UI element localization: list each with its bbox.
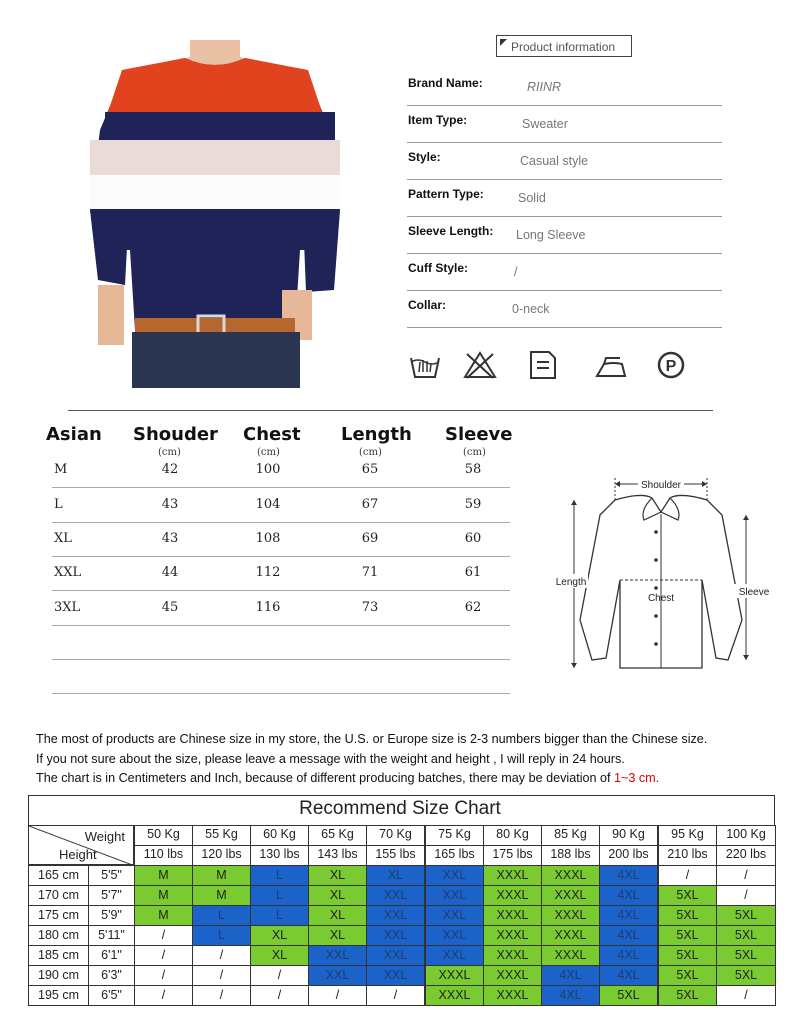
info-value: Sweater xyxy=(522,117,568,131)
info-row-brand xyxy=(407,68,722,106)
recommended-size-cell: XXL xyxy=(425,925,484,946)
weight-lbs-header: 155 lbs xyxy=(366,845,425,866)
product-information-heading xyxy=(496,35,632,57)
size-table-line xyxy=(52,590,510,591)
weight-lbs-header: 210 lbs xyxy=(658,845,717,866)
height-cm-cell: 170 cm xyxy=(28,885,89,906)
recommended-size-cell: 4XL xyxy=(599,965,658,986)
info-value: Casual style xyxy=(520,154,589,168)
size-table-line xyxy=(52,625,510,626)
size-value-cell: 43 xyxy=(161,497,179,512)
weight-lbs-header: 130 lbs xyxy=(250,845,309,866)
recommended-size-cell: L xyxy=(250,885,309,906)
weight-kg-header: 70 Kg xyxy=(366,825,425,846)
info-row-collar xyxy=(407,290,722,328)
size-table-line xyxy=(52,556,510,557)
size-label-cell: XXL xyxy=(54,565,82,580)
info-row-item-type xyxy=(407,105,722,143)
recommended-size-cell: 5XL xyxy=(658,945,717,966)
height-ft-cell: 5'7" xyxy=(88,885,135,906)
recommended-size-cell: XXXL xyxy=(541,905,600,926)
recommended-size-cell: / xyxy=(192,945,251,966)
recommended-size-cell: / xyxy=(716,885,776,906)
info-value: 0-neck xyxy=(512,302,550,316)
recommended-size-cell: 4XL xyxy=(599,865,658,886)
note-line-3 xyxy=(36,771,659,785)
recommended-size-cell: 4XL xyxy=(599,885,658,906)
height-cm-cell: 195 cm xyxy=(28,985,89,1006)
size-value-cell: 61 xyxy=(464,565,482,580)
recommended-size-cell: XXL xyxy=(366,905,425,926)
recommended-size-cell: XXL xyxy=(366,885,425,906)
recommended-size-cell: / xyxy=(192,985,251,1006)
recommended-size-cell: / xyxy=(250,985,309,1006)
recommended-size-cell: XXL xyxy=(308,965,367,986)
weight-kg-header: 90 Kg xyxy=(599,825,658,846)
weight-kg-header: 55 Kg xyxy=(192,825,251,846)
size-table-header-shoulder: Shouder xyxy=(133,424,218,445)
height-label: Height xyxy=(59,847,97,862)
info-label: Item Type: xyxy=(408,113,468,127)
size-value-cell: 116 xyxy=(255,600,281,615)
recommended-size-cell: XXL xyxy=(425,885,484,906)
weight-kg-header: 85 Kg xyxy=(541,825,600,846)
weight-height-corner xyxy=(28,825,134,865)
recommended-size-cell: 5XL xyxy=(658,905,717,926)
diagram-label-chest: Chest xyxy=(647,593,675,604)
recommend-chart-title: Recommend Size Chart xyxy=(299,798,501,819)
recommended-size-cell: / xyxy=(716,985,776,1006)
size-value-cell: 73 xyxy=(361,600,379,615)
height-ft-cell: 5'9" xyxy=(88,905,135,926)
recommended-size-cell: XL xyxy=(308,905,367,926)
size-value-cell: 65 xyxy=(361,462,379,477)
height-cm-cell: 180 cm xyxy=(28,925,89,946)
note-line-1: The most of products are Chinese size in my store, the U.S. or Europe size is 2-3 numbers bigger than the Chinese size. xyxy=(36,732,708,746)
do-not-bleach-icon xyxy=(463,350,497,380)
size-value-cell: 59 xyxy=(464,497,482,512)
weight-kg-header: 95 Kg xyxy=(658,825,717,846)
recommended-size-cell: / xyxy=(716,865,776,886)
svg-text:P: P xyxy=(665,358,677,375)
height-ft-cell: 6'3" xyxy=(88,965,135,986)
recommended-size-cell: XXXL xyxy=(483,985,542,1006)
recommended-size-cell: 4XL xyxy=(599,905,658,926)
weight-lbs-header: 120 lbs xyxy=(192,845,251,866)
recommended-size-cell: XL xyxy=(308,925,367,946)
recommended-size-cell: XXXL xyxy=(541,945,600,966)
info-row-pattern-type xyxy=(407,179,722,217)
size-value-cell: 62 xyxy=(464,600,482,615)
recommended-size-cell: L xyxy=(192,925,251,946)
recommended-size-cell: / xyxy=(308,985,367,1006)
size-table-header-sleeve: Sleeve xyxy=(445,424,513,445)
recommended-size-cell: XXXL xyxy=(483,905,542,926)
size-value-cell: 43 xyxy=(161,531,179,546)
recommended-size-cell: / xyxy=(134,985,193,1006)
height-ft-cell: 6'5" xyxy=(88,985,135,1006)
size-value-cell: 104 xyxy=(255,497,281,512)
recommended-size-cell: 5XL xyxy=(716,965,776,986)
diagram-label-shoulder: Shoulder xyxy=(640,480,682,491)
recommended-size-cell: M xyxy=(134,885,193,906)
height-ft-cell: 6'1" xyxy=(88,945,135,966)
recommended-size-cell: 5XL xyxy=(658,925,717,946)
size-value-cell: 42 xyxy=(161,462,179,477)
heading-text: Product information xyxy=(511,40,616,54)
recommended-size-cell: L xyxy=(250,865,309,886)
weight-label: Weight xyxy=(84,829,125,844)
info-label: Sleeve Length: xyxy=(408,224,494,238)
recommended-size-cell: M xyxy=(134,905,193,926)
weight-kg-header: 75 Kg xyxy=(425,825,484,846)
recommended-size-cell: M xyxy=(192,885,251,906)
dry-clean-p-icon xyxy=(654,350,688,380)
height-ft-cell: 5'5" xyxy=(88,865,135,886)
recommended-size-cell: / xyxy=(250,965,309,986)
size-value-cell: 108 xyxy=(255,531,281,546)
weight-lbs-header: 188 lbs xyxy=(541,845,600,866)
size-table-line xyxy=(52,522,510,523)
iron-icon xyxy=(594,350,628,380)
height-cm-cell: 165 cm xyxy=(28,865,89,886)
size-value-cell: 45 xyxy=(161,600,179,615)
recommended-size-cell: M xyxy=(134,865,193,886)
info-value: Solid xyxy=(518,191,546,205)
recommended-size-cell: 5XL xyxy=(658,965,717,986)
recommended-size-cell: 5XL xyxy=(599,985,658,1006)
size-value-cell: 60 xyxy=(464,531,482,546)
info-label: Cuff Style: xyxy=(408,261,468,275)
info-label: Brand Name: xyxy=(408,76,483,90)
recommended-size-cell: XXXL xyxy=(541,925,600,946)
weight-kg-header: 60 Kg xyxy=(250,825,309,846)
recommended-size-cell: XXXL xyxy=(483,865,542,886)
weight-kg-header: 100 Kg xyxy=(716,825,776,846)
recommended-size-cell: L xyxy=(250,905,309,926)
recommended-size-cell: XXL xyxy=(425,865,484,886)
note-line-3-text: The chart is in Centimeters and Inch, because of different producing batches, there may be deviation of xyxy=(36,771,615,785)
recommended-size-cell: XL xyxy=(308,885,367,906)
size-value-cell: 100 xyxy=(255,462,281,477)
height-ft-cell: 5'11" xyxy=(88,925,135,946)
size-value-cell: 71 xyxy=(361,565,379,580)
recommended-size-cell: XL xyxy=(366,865,425,886)
recommended-size-cell: XL xyxy=(250,945,309,966)
weight-lbs-header: 220 lbs xyxy=(716,845,776,866)
size-table-header-chest: Chest xyxy=(243,424,301,445)
size-value-cell: 67 xyxy=(361,497,379,512)
diagram-label-sleeve: Sleeve xyxy=(738,587,770,598)
size-value-cell: 44 xyxy=(161,565,179,580)
recommended-size-cell: XXXL xyxy=(541,865,600,886)
size-table-unit: (cm) xyxy=(463,447,486,458)
height-cm-cell: 190 cm xyxy=(28,965,89,986)
size-value-cell: 69 xyxy=(361,531,379,546)
recommended-size-cell: 5XL xyxy=(716,945,776,966)
size-table-unit: (cm) xyxy=(359,447,382,458)
recommended-size-cell: XXL xyxy=(366,965,425,986)
recommended-size-cell: M xyxy=(192,865,251,886)
section-divider xyxy=(68,410,713,411)
recommended-size-cell: XXXL xyxy=(483,945,542,966)
weight-kg-header: 50 Kg xyxy=(134,825,193,846)
recommended-size-cell: XXL xyxy=(308,945,367,966)
info-label: Pattern Type: xyxy=(408,187,484,201)
height-cm-cell: 185 cm xyxy=(28,945,89,966)
recommended-size-cell: 4XL xyxy=(599,945,658,966)
weight-lbs-header: 200 lbs xyxy=(599,845,658,866)
size-label-cell: 3XL xyxy=(54,600,81,615)
recommended-size-cell: 5XL xyxy=(658,985,717,1006)
note-line-2: If you not sure about the size, please leave a message with the weight and height , I will reply in 24 hours. xyxy=(36,752,625,766)
size-table-line xyxy=(52,659,510,660)
shirt-measurement-diagram xyxy=(552,470,774,670)
size-table-header-length: Length xyxy=(341,424,412,445)
info-value: Long Sleeve xyxy=(516,228,586,242)
recommended-size-cell: / xyxy=(134,965,193,986)
product-photo xyxy=(90,40,340,388)
recommended-size-cell: / xyxy=(192,965,251,986)
recommended-size-cell: XXL xyxy=(366,945,425,966)
size-value-cell: 112 xyxy=(255,565,281,580)
info-value: / xyxy=(514,265,518,279)
info-row-sleeve-length xyxy=(407,216,722,254)
recommended-size-cell: XXXL xyxy=(483,965,542,986)
recommended-size-cell: / xyxy=(134,945,193,966)
diagram-label-length: Length xyxy=(555,577,587,588)
size-table-header-asian: Asian xyxy=(46,424,102,445)
size-table-line xyxy=(52,487,510,488)
recommended-size-cell: 4XL xyxy=(541,985,600,1006)
weight-kg-header: 65 Kg xyxy=(308,825,367,846)
info-label: Collar: xyxy=(408,298,447,312)
info-label: Style: xyxy=(408,150,441,164)
size-label-cell: XL xyxy=(54,531,72,546)
recommended-size-cell: / xyxy=(658,865,717,886)
weight-lbs-header: 143 lbs xyxy=(308,845,367,866)
size-label-cell: M xyxy=(54,462,68,477)
recommended-size-cell: XXL xyxy=(366,925,425,946)
info-row-cuff-style xyxy=(407,253,722,291)
recommended-size-cell: XXXL xyxy=(483,925,542,946)
size-value-cell: 58 xyxy=(464,462,482,477)
corner-flag-icon xyxy=(500,39,507,46)
size-label-cell: L xyxy=(54,497,63,512)
info-row-style xyxy=(407,142,722,180)
recommended-size-cell: 4XL xyxy=(599,925,658,946)
recommended-size-cell: 4XL xyxy=(541,965,600,986)
recommended-size-cell: / xyxy=(134,925,193,946)
weight-lbs-header: 175 lbs xyxy=(483,845,542,866)
recommended-size-cell: 5XL xyxy=(716,925,776,946)
info-value: RIINR xyxy=(527,80,562,94)
recommended-size-cell: XL xyxy=(250,925,309,946)
weight-kg-header: 80 Kg xyxy=(483,825,542,846)
recommended-size-cell: XXL xyxy=(425,945,484,966)
size-table-unit: (cm) xyxy=(257,447,280,458)
recommended-size-cell: XXL xyxy=(425,905,484,926)
recommended-size-cell: XXXL xyxy=(425,985,484,1006)
recommended-size-cell: 5XL xyxy=(716,905,776,926)
size-table-line xyxy=(52,693,510,694)
weight-lbs-header: 110 lbs xyxy=(134,845,193,866)
note-deviation-value: 1~3 cm. xyxy=(614,771,660,785)
recommended-size-cell: XL xyxy=(308,865,367,886)
recommended-size-cell: XXXL xyxy=(483,885,542,906)
size-table-unit: (cm) xyxy=(158,447,181,458)
recommended-size-cell: XXXL xyxy=(541,885,600,906)
recommended-size-cell: / xyxy=(366,985,425,1006)
recommended-size-cell: XXXL xyxy=(425,965,484,986)
recommended-size-cell: L xyxy=(192,905,251,926)
height-cm-cell: 175 cm xyxy=(28,905,89,926)
weight-lbs-header: 165 lbs xyxy=(425,845,484,866)
recommended-size-cell: 5XL xyxy=(658,885,717,906)
tumble-dry-icon xyxy=(525,350,559,380)
hand-wash-icon xyxy=(408,350,442,380)
